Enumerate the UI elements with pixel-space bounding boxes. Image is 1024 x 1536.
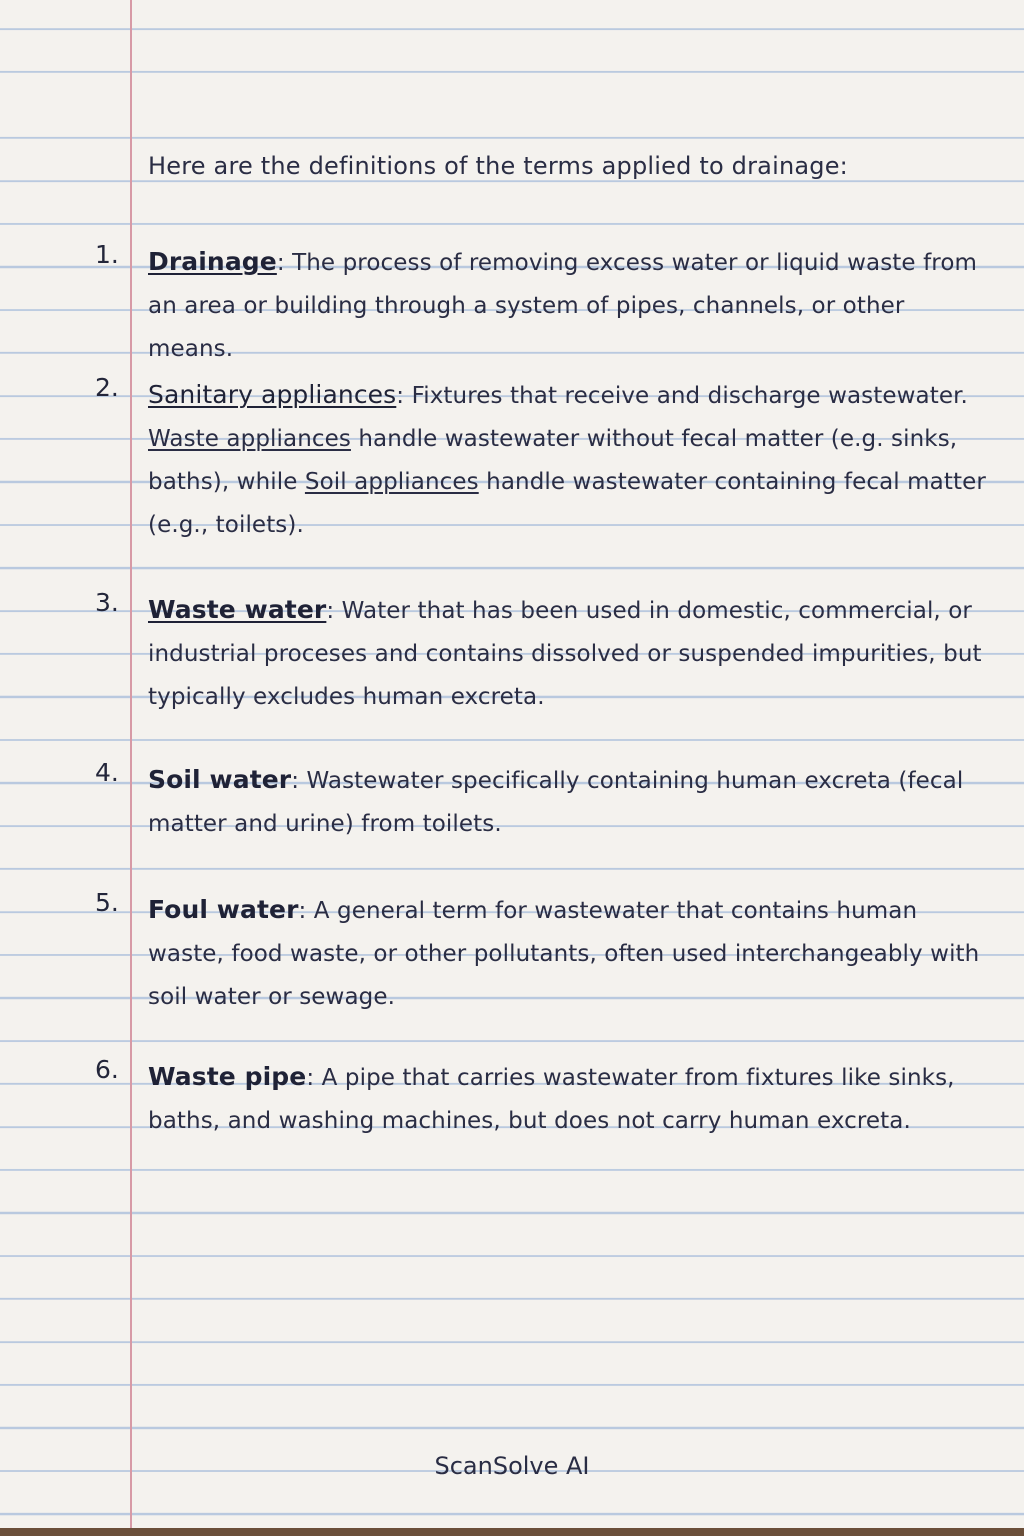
item-number: 5. bbox=[95, 888, 119, 917]
definition-text: Wastewater specifically containing human excreta (fecal matter and urine) from toilets. bbox=[148, 768, 964, 837]
item-body: Foul water: A general term for wastewater that contains human waste, food waste, or other pollutants, often used interchangeably with soil water or sewage. bbox=[148, 895, 980, 1010]
definition-text: A general term for wastewater that contains human waste, food waste, or other pollutants, often used interchangeably with soil water or sewage. bbox=[148, 898, 980, 1010]
definition-text: A pipe that carries wastewater from fixtures like sinks, baths, and washing machines, but does not carry human excreta. bbox=[148, 1065, 955, 1134]
subterm-soil-appliances: Soil appliances bbox=[304, 469, 479, 495]
term-drainage: Drainage bbox=[148, 247, 277, 276]
item-number: 4. bbox=[95, 758, 119, 787]
definition-text-part3: handle wastewater containing fecal matter (e.g., toilets). bbox=[148, 469, 986, 538]
definition-text-part2: handle wastewater without fecal matter (e.g. sinks, baths), while bbox=[148, 426, 958, 495]
subterm-waste-appliances: Waste appliances bbox=[148, 426, 351, 452]
term-foul-water: Foul water bbox=[148, 895, 299, 924]
item-body: Sanitary appliances: Fixtures that receive and discharge wastewater. Waste appliances handle wastewater without fecal matter (e.g. sinks, baths), while Soil appliances handle wastewater containing fecal matter (e.g., toilets). bbox=[148, 380, 986, 538]
term-waste-water: Waste water bbox=[148, 595, 327, 624]
item-number: 2. bbox=[95, 373, 119, 402]
item-body: Soil water: Wastewater specifically containing human excreta (fecal matter and urine) from toilets. bbox=[148, 765, 964, 837]
item-body: Waste water: Water that has been used in domestic, commercial, or industrial proceses and contains dissolved or suspended impurities, but typically excludes human excreta. bbox=[148, 595, 982, 710]
definition-text: Water that has been used in domestic, commercial, or industrial proceses and contains dissolved or suspended impurities, but typically excludes human excreta. bbox=[148, 598, 982, 710]
item-body: Waste pipe: A pipe that carries wastewater from fixtures like sinks, baths, and washing machines, but does not carry human excreta. bbox=[148, 1062, 955, 1134]
term-waste-pipe: Waste pipe bbox=[148, 1062, 307, 1091]
item-body: Drainage: The process of removing excess water or liquid waste from an area or building through a system of pipes, channels, or other means. bbox=[148, 247, 977, 362]
footer-brand: ScanSolve AI bbox=[434, 1452, 590, 1480]
margin-line bbox=[130, 0, 132, 1528]
term-soil-water: Soil water bbox=[148, 765, 292, 794]
term-sanitary-appliances: Sanitary appliances bbox=[148, 380, 397, 409]
item-number: 1. bbox=[95, 240, 119, 269]
definition-text: The process of removing excess water or liquid waste from an area or building through a system of pipes, channels, or other means. bbox=[148, 250, 977, 362]
intro-text: Here are the definitions of the terms applied to drainage: bbox=[148, 152, 848, 180]
item-number: 6. bbox=[95, 1055, 119, 1084]
definition-text-part1: Fixtures that receive and discharge wastewater. bbox=[411, 383, 968, 409]
item-number: 3. bbox=[95, 588, 119, 617]
